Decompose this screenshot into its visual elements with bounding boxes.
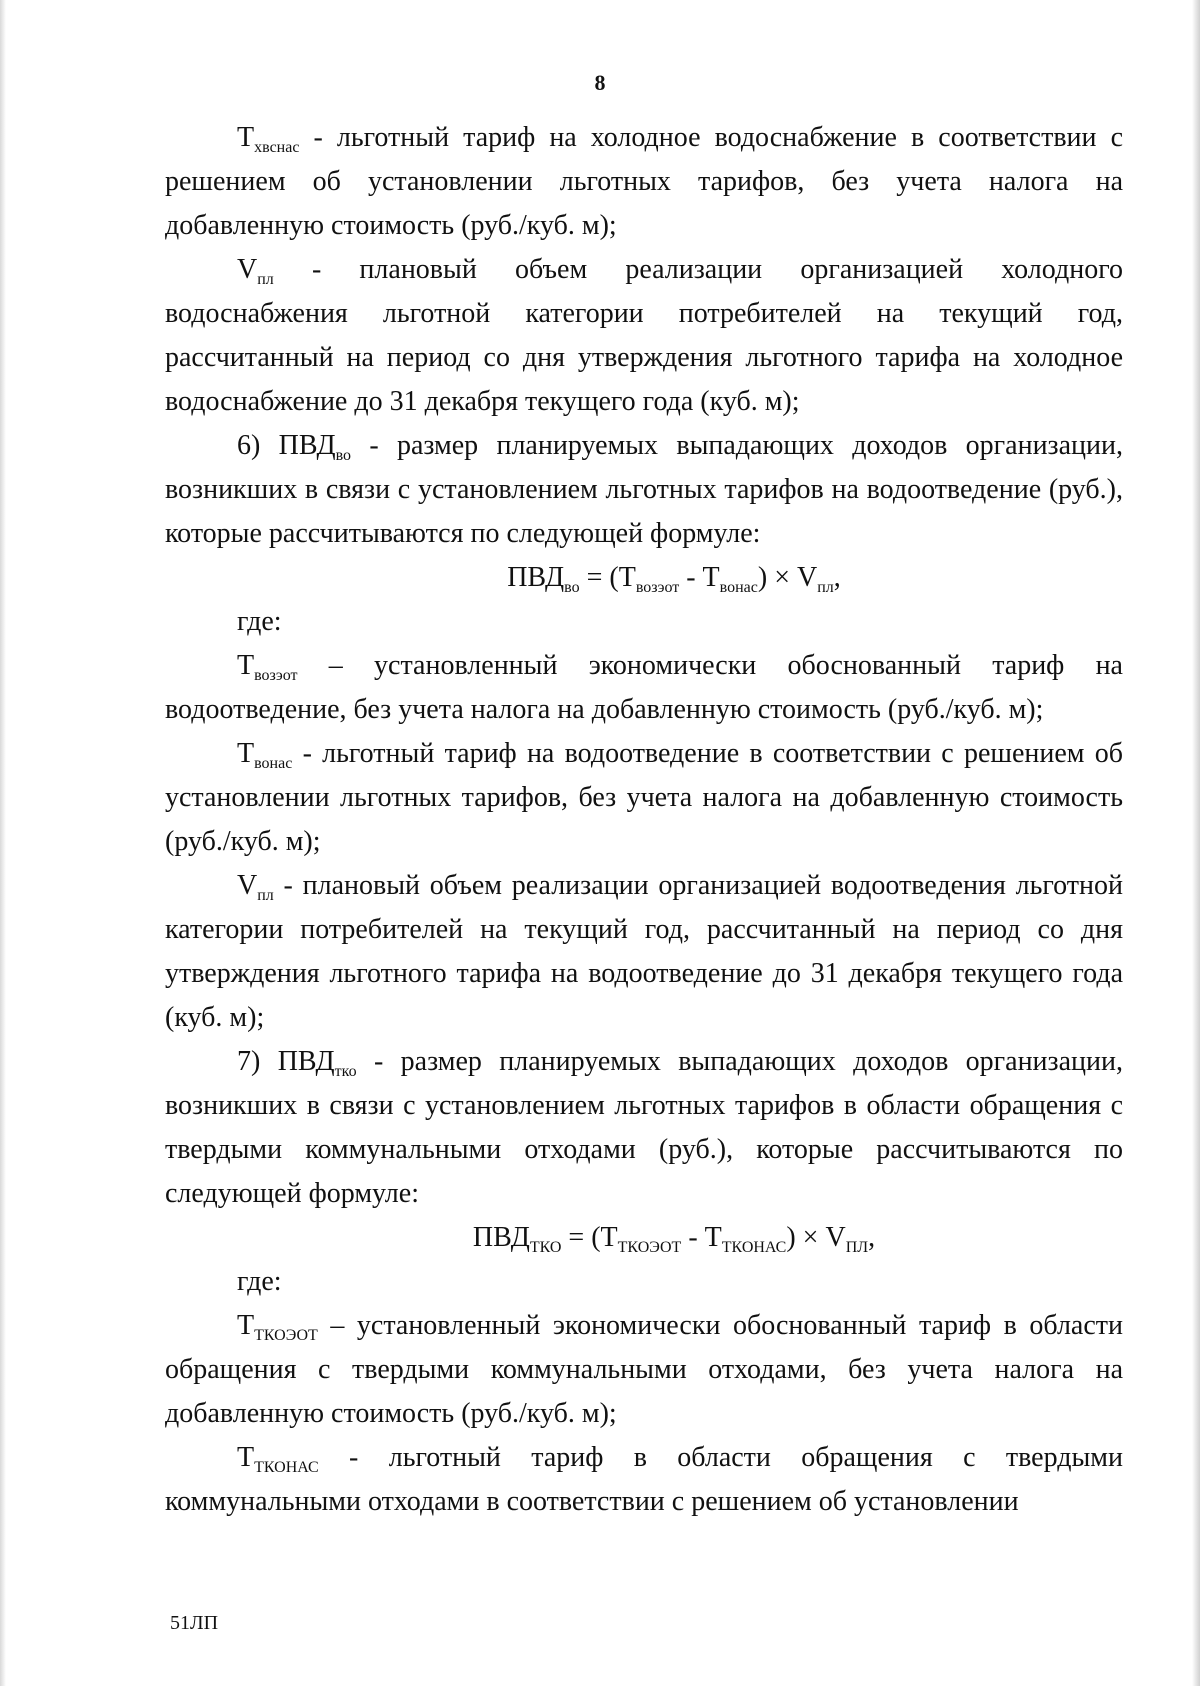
document-body [165, 116, 1123, 1524]
page-number: 8 [594, 70, 606, 95]
where-label-1: где: [237, 606, 282, 637]
where-label-2: где: [237, 1266, 282, 1297]
paragraph-t-hvsnas: $Т_{хвснас}$ - льготный тариф на холодное водоснабжение в соответствии с решением об установлении льготных тарифов, без учета налога на добавленную стоимость (руб./куб. м); [165, 122, 1123, 241]
paragraph-t-tkonas: $Т_{ТКОНАС}$ - льготный тариф в области обращения с твердыми коммунальными отходами в соответствии с решением об установлении [165, 1442, 1123, 1517]
paragraph-t-vonas: $Т_{вонас}$ - льготный тариф на водоотведение в соответствии с решением об установлении льготных тарифов, без учета налога на добавленную стоимость (руб./куб. м); [165, 738, 1123, 857]
paragraph-t-tkoeot: $Т_{ТКОЭОТ}$ – установленный экономически обоснованный тариф в области обращения с твердыми коммунальными отходами, без учета налога на добавленную стоимость (руб./куб. м); [165, 1310, 1123, 1429]
paragraph-t-vozeot: $Т_{возэот}$ – установленный экономически обоснованный тариф на водоотведение, без учета налога на добавленную стоимость (руб./куб. м); [165, 650, 1123, 725]
paragraph-pvd-tko: 7) $ПВД_{тко}$ - размер планируемых выпадающих доходов организации, возникших в связи с установлением льготных тарифов в области обращения с твердыми коммунальными отходами (руб.), которые рассчитываются по следующей формуле: [165, 1046, 1123, 1209]
paragraph-pvd-vo: 6) $ПВД_{во}$ - размер планируемых выпадающих доходов организации, возникших в связи с установлением льготных тарифов на водоотведение (руб.), которые рассчитываются по следующей формуле: [165, 430, 1123, 549]
scan-edge-right [1192, 0, 1200, 1686]
paragraph-v-pl-vo: $V_{пл}$ - плановый объем реализации организацией водоотведения льготной категории потребителей на текущий год, рассчитанный на период со дня утверждения льготного тарифа на водоотведение до 31 декабря текущего года (куб. м); [165, 870, 1123, 1033]
scan-edge-left [0, 0, 6, 1686]
document-code: 51ЛП [170, 1612, 219, 1634]
formula-pvd-vo: $ПВД_{во} = (Т_{возэот} - Т_{вонас}) \times V_{пл}$, [507, 562, 841, 596]
paragraph-v-pl-hvs: $V_{пл}$ - плановый объем реализации организацией холодного водоснабжения льготной категории потребителей на текущий год, рассчитанный на период со дня утверждения льготного тарифа на холодное водоснабжение до 31 декабря текущего года (куб. м); [165, 254, 1123, 417]
formula-pvd-tko: $ПВД_{ТКО} = (Т_{ТКОЭОТ} - Т_{ТКОНАС}) \times V_{ПЛ}$, [472, 1222, 876, 1256]
